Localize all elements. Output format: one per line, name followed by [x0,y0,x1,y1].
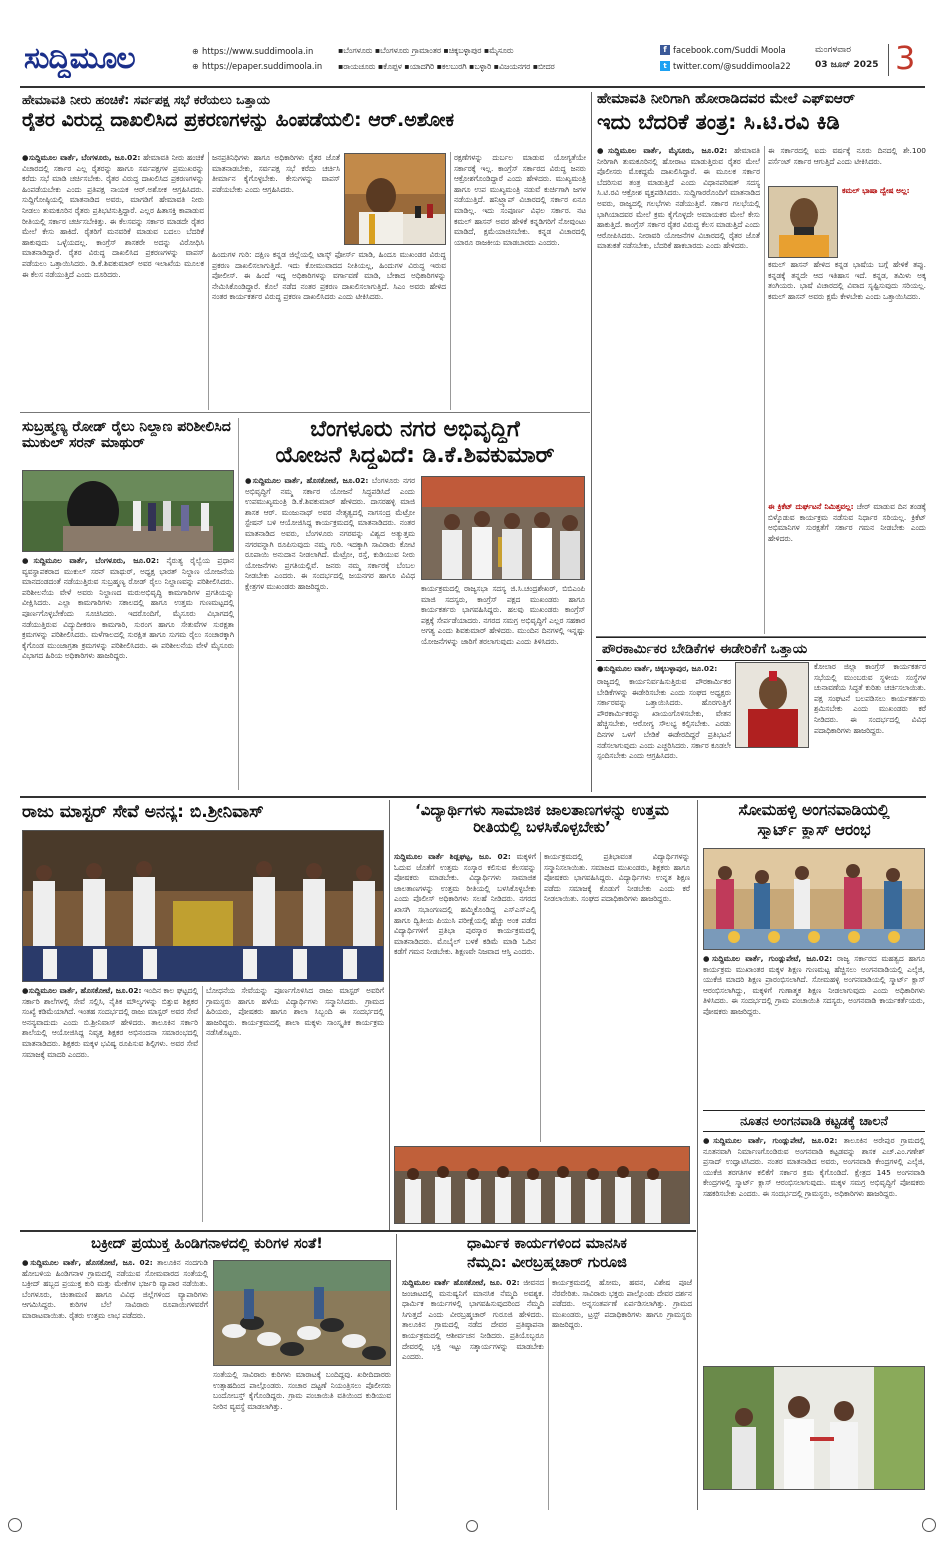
a12-col2: ಕಾರ್ಯಕ್ರಮದಲ್ಲಿ ಹೋಮ, ಹವನ, ವಿಶೇಷ ಪೂಜೆ ನೆರವೇರಿತು. ಸಾವಿರಾರು ಭಕ್ತರು ಪಾಲ್ಗೊಂಡು ದೇವರ ದರ್ಶನ ಪಡೆದರು. ಅನ್ನಸಂತರ್ಪಣೆ ಏರ್ಪಡಿಸಲಾಗಿತ್ತು. ಗ್ರಾಮದ ಮುಖಂಡರು, ಟ್ರಸ್ಟ್ ಪದಾಧಿಕಾರಿಗಳು ಹಾಗೂ ಗ್ರಾಮಸ್ಥರು ಹಾಜರಿದ್ದರು. [552,1278,692,1330]
a3-headline: ಸುಬ್ರಹ್ಮಣ್ಯ ರೋಡ್ ರೈಲು ನಿಲ್ದಾಣ ಪರಿಶೀಲಿಸಿದ ಮುಕುಲ್ ಸರನ್ ಮಾಥುರ್ [22,420,231,451]
a8-dateline: ಸುದ್ದಿಮೂಲ ವಾರ್ತೆ ಶಿಡ್ಲಘಟ್ಟ, ಜೂ. 02: [394,852,511,861]
column-divider [202,986,203,1222]
a9-headline1: ಸೋಮಹಳ್ಳಿ ಅಂಗನವಾಡಿಯಲ್ಲಿ [738,802,890,819]
column-divider [238,418,239,790]
anganwadi-smart-class-photo [703,848,925,950]
section-rule [20,1230,696,1232]
a11-dateline: ●ಸುದ್ದಿಮೂಲ ವಾರ್ತೆ, ಹೊಸಕೋಟೆ, ಜೂ. 02: [22,1258,153,1267]
students-felicitation-photo [394,1146,690,1224]
registration-mark [922,1518,936,1532]
a7-col1 [22,986,198,1222]
a2-dateline: ●ಸುದ್ದಿಮೂಲ ವಾರ್ತೆ, ಮೈಸೂರು, ಜೂ.02: [597,146,728,155]
pourakarmika-leader-photo [735,662,809,748]
sheep-market-photo [213,1260,391,1366]
a6-headline: ಪೌರಕಾರ್ಮಿಕರ ಬೇಡಿಕೆಗಳ ಈಡೇರಿಕೆಗೆ ಒತ್ತಾಯ [596,637,926,661]
a2-col2d [768,502,926,634]
column-divider [208,152,209,410]
a9-headline2: ಸ್ಮಾರ್ಟ್ ಕ್ಲಾಸ್ ಆರಂಭ [757,822,871,839]
twitter-icon: t [660,61,670,71]
a1-col1 [22,153,204,408]
a7-dateline: ●ಸುದ್ದಿಮೂಲ ವಾರ್ತೆ, ಹೊಸಕೋಟೆ, ಜೂ.02: [22,986,142,995]
a6-dateline-text: ●ಸುದ್ದಿಮೂಲ ವಾರ್ತೆ, ಚಿಕ್ಕಬಳ್ಳಾಪುರ, ಜೂ.02: [597,664,718,673]
a4-dateline: ●ಸುದ್ದಿಮೂಲ ವಾರ್ತೆ, ಹೊಸಕೋಟೆ, ಜೂ.02: [245,476,369,485]
dks-event-photo [421,476,585,580]
a4-col2: ಕಾರ್ಯಕ್ರಮದಲ್ಲಿ ರಾಜ್ಯಸಭಾ ಸದಸ್ಯ ಜಿ.ಸಿ.ಚಂದ್ರಶೇಖರ್, ಬಿಬಿಎಂಪಿ ಮಾಜಿ ಸದಸ್ಯರು, ಕಾಂಗ್ರೆಸ್ ಪಕ್ಷದ ಮುಖಂಡರು ಹಾಗೂ ಕಾರ್ಯಕರ್ತರು ಭಾಗವಹಿಸಿದ್ದರು. ಹಲವು ಮುಖಂಡರು ಕಾಂಗ್ರೆಸ್ ಪಕ್ಷಕ್ಕೆ ಸೇರ್ಪಡೆಯಾದರು. ನಗರದ ಸಮಗ್ರ ಅಭಿವೃದ್ಧಿಗೆ ಎಲ್ಲರ ಸಹಕಾರ ಅಗತ್ಯ ಎಂದು ಶಿವಕುಮಾರ್ ಹೇಳಿದರು. ಮುಂದಿನ ದಿನಗಳಲ್ಲಿ ಇನ್ನಷ್ಟು ಯೋಜನೆಗಳನ್ನು ಜಾರಿಗೆ ತರಲಾಗುವುದು ಎಂದು ತಿಳಿಸಿದರು. [421,584,585,646]
raju-master-felicitation-photo [22,830,384,982]
column-divider [540,852,541,1142]
globe-icon: ⊕ [192,62,199,71]
section-rule [20,796,926,798]
a7-text: ಇಂದಿನ ಕಾಲ ಘಟ್ಟದಲ್ಲಿ ಸರ್ಕಾರಿ ಶಾಲೆಗಳಲ್ಲಿ ಸೇವೆ ಸಲ್ಲಿಸಿ, ನೈತಿಕ ಮೌಲ್ಯಗಳನ್ನು ಬಿತ್ತುವ ಶಿಕ್ಷಕರ ಸಂಖ್ಯೆ ಕಡಿಮೆಯಾಗಿದೆ. ಇಂತಹ ಸಂದರ್ಭದಲ್ಲಿ ರಾಜು ಮಾಸ್ಟರ್ ಅವರ ಸೇವೆ ಅನನ್ಯವಾದುದು ಎಂದು ಬಿ.ಶ್ರೀನಿವಾಸ್ ಹೇಳಿದರು. ತಾಲೂಕಿನ ಸರ್ಕಾರಿ ಶಾಲೆಯಲ್ಲಿ ಆಯೋಜಿಸಿದ್ದ ನಿವೃತ್ತ ಶಿಕ್ಷಕರ ಅಭಿನಂದನಾ ಸಮಾರಂಭದಲ್ಲಿ ಮಾತನಾಡಿದರು. ಶಿಕ್ಷಕರು ಮಕ್ಕಳ ಭವಿಷ್ಯ ರೂಪಿಸುವ ಶಿಲ್ಪಿಗಳು. ಅವರ ಸೇವೆ ಸಮಾಜಕ್ಕೆ ಮಾದರಿ ಎಂದರು. [22,986,198,1059]
a1-col2b-text: ಹಿಂದುಗಳ ಗುರಿ: ದಕ್ಷಿಣ ಕನ್ನಡ ಜಿಲ್ಲೆಯಲ್ಲಿ ಟಾಸ್ಕ್ ಫೋರ್ಸ್ ಮಾಡಿ, ಹಿಂದೂ ಮುಖಂಡರ ವಿರುದ್ಧ ಪ್ರಕರಣ ದಾಖಲಿಸಲಾಗುತ್ತಿದೆ. ಇದು ಕೋಮುವಾದದ ನೀತಿಯಲ್ಲ, ಹಿಂದುಗಳ ವಿರುದ್ಧ ಇರುವ ಪೋಲೀಸ್. ಈ ಹಿಂದೆ ಇದ್ದ ಅಧಿಕಾರಿಗಳನ್ನು ವರ್ಗಾವಣೆ ಮಾಡಿ, ಬೇಕಾದ ಅಧಿಕಾರಿಗಳನ್ನು ನೇಮಿಸಿಕೊಂಡಿದ್ದಾರೆ. ಕೊಲೆ ನಡೆದ ನಂತರ ಪ್ರಕರಣ ದಾಖಲಿಸಲಾಗುತ್ತಿದೆ. ಸಿಎಂ ಅವರು ಹೇಳಿದ ನಂತರ ಕಾರ್ಯಕರ್ತರ ವಿರುದ್ಧ ಪ್ರಕರಣ ದಾಖಲಿಸಿದರು ಎಂದು ಟೀಕಿಸಿದರು. [212,250,446,302]
a2-subhead: ಕಮಲ್ ಭಾಷಾ ದ್ವೇಷ ಅಲ್ಲ: [842,186,910,195]
a3-text: ನೈರುತ್ಯ ರೈಲ್ವೆಯ ಪ್ರಧಾನ ವ್ಯವಸ್ಥಾಪಕರಾದ ಮುಕುಲ್ ಸರನ್ ಮಾಥುರ್, ಅಧ್ಯಕ್ಷ ಭಾರತ್ ನಿಲ್ದಾಣ ಯೋಜನೆಯ ಮಾನದಂಡದಂತೆ ನಡೆಯುತ್ತಿರುವ ಸುಬ್ರಹ್ಮಣ್ಯ ರೋಡ್ ರೈಲು ನಿಲ್ದಾಣವನ್ನು ಪರಿಶೀಲಿಸಿದರು. ಪರಿಶೀಲನೆಯ ವೇಳೆ ಅವರು ನಿಲ್ದಾಣದ ಮರುಅಭಿವೃದ್ಧಿ ಕಾಮಗಾರಿಗಳ ಪ್ರಗತಿಯನ್ನು ವೀಕ್ಷಿಸಿದರು. ಎಲ್ಲಾ ಕಾಮಗಾರಿಗಳು ಸಕಾಲದಲ್ಲಿ ಹಾಗೂ ಉತ್ತಮ ಗುಣಮಟ್ಟದಲ್ಲಿ ಪೂರ್ಣಗೊಳ್ಳಬೇಕೆಂದು ಸೂಚಿಸಿದರು. ಇದರೊಂದಿಗೆ, ಮೈಸೂರು ವಿಭಾಗದಲ್ಲಿ ನಡೆಯುತ್ತಿರುವ ವಿದ್ಯುದೀಕರಣ ಕಾಮಗಾರಿ, ಸುರಂಗ ಹಾಗೂ ಸೇತುವೆಗಳ ಸುರಕ್ಷತಾ ಕ್ರಮಗಳನ್ನು ಪರಿಶೀಲಿಸಿದರು. ಮಳೆಗಾಲದಲ್ಲಿ ಸುರಕ್ಷಿತ ಹಾಗೂ ಸುಗಮ ರೈಲು ಸಂಚಾರಕ್ಕಾಗಿ ಕೈಗೊಂಡ ಮುಂಜಾಗ್ರತಾ ಕ್ರಮಗಳನ್ನು ಪರಿಶೀಲಿಸಿದರು. ಈ ಪರಿಶೀಲನೆಯ ವೇಳೆ ಮೈಸೂರು ವಿಭಾಗದ ಹಿರಿಯ ಅಧಿಕಾರಿಗಳು ಹಾಜರಿದ್ದರು. [22,556,234,661]
a2-subhead2: ಈ ಕ್ರಿಕೆಟ್ ದುರ್ಘಟನೆ ನಿಮಿತ್ತವಲ್ಲ: [768,502,854,511]
a10-headline: ನೂತನ ಅಂಗನವಾಡಿ ಕಟ್ಟಡಕ್ಕೆ ಚಾಲನೆ [703,1110,925,1132]
a12-headline1: ಧಾರ್ಮಿಕ ಕಾರ್ಯಗಳಿಂದ ಮಾನಸಿಕ [467,1236,627,1252]
column-divider [548,1278,549,1510]
section-divider [396,1234,397,1510]
a11-col2: ಸಂತೆಯಲ್ಲಿ ಸಾವಿರಾರು ಕುರಿಗಳು ಮಾರಾಟಕ್ಕೆ ಬಂದಿದ್ದವು. ಖರೀದಿದಾರರು ಉತ್ಸಾಹದಿಂದ ಪಾಲ್ಗೊಂಡರು. ಸಂಚಾರ ದಟ್ಟಣೆ ನಿಯಂತ್ರಿಸಲು ಪೊಲೀಸರು ಬಂದೋಬಸ್ತ್ ಕೈಗೊಂಡಿದ್ದರು. ಗ್ರಾಮ ಪಂಚಾಯಿತಿ ವತಿಯಿಂದ ಕುಡಿಯುವ ನೀರಿನ ವ್ಯವಸ್ಥೆ ಮಾಡಲಾಗಿತ್ತು. [213,1370,391,1411]
website-link[interactable]: https://www.suddimoola.in [202,46,314,56]
a2-col2c: ಕಮಲ್ ಹಾಸನ್ ಹೇಳಿದ ಕನ್ನಡ ಭಾಷೆಯ ಬಗ್ಗೆ ಹೇಳಿಕೆ ತಪ್ಪು. ಕನ್ನಡಕ್ಕೆ ತನ್ನದೇ ಆದ ಇತಿಹಾಸ ಇದೆ. ಕನ್ನಡ, ತಮಿಳು ಅಕ್ಕ ತಂಗಿಯರು. ಭಾಷೆ ವಿಚಾರದಲ್ಲಿ ವಿವಾದ ಸೃಷ್ಟಿಸುವುದು ಸರಿಯಲ್ಲ. ಕಮಲ್ ಹಾಸನ್ ಅವರು ಕ್ಷಮೆ ಕೇಳಬೇಕು ಎಂದು ಒತ್ತಾಯಿಸಿದರು. [768,260,926,301]
a4-headline1: ಬೆಂಗಳೂರು ನಗರ ಅಭಿವೃದ್ಧಿಗೆ [310,418,520,442]
a12-text: ಜೀವನದ ಜಂಜಾಟದಲ್ಲಿ ಮನುಷ್ಯನಿಗೆ ಮಾನಸಿಕ ನೆಮ್ಮದಿ ಅವಶ್ಯಕ. ಧಾರ್ಮಿಕ ಕಾರ್ಯಗಳಲ್ಲಿ ಭಾಗವಹಿಸುವುದರಿಂದ ನೆಮ್ಮದಿ ಸಿಗುತ್ತದೆ ಎಂದು ವೀರಬ್ರಹ್ಮಚಾರ್ ಗುರೂಜಿ ಹೇಳಿದರು. ತಾಲೂಕಿನ ಗ್ರಾಮದಲ್ಲಿ ನಡೆದ ದೇವರ ಪ್ರತಿಷ್ಠಾಪನಾ ಕಾರ್ಯಕ್ರಮದಲ್ಲಿ ಆಶೀರ್ವಚನ ನೀಡಿದರು. ಪ್ರತಿಯೊಬ್ಬರೂ ದೇವರಲ್ಲಿ ಭಕ್ತಿ ಇಟ್ಟು ಸತ್ಕಾರ್ಯಗಳನ್ನು ಮಾಡಬೇಕು ಎಂದರು. [402,1278,544,1362]
registration-mark [8,1518,22,1532]
a1-headline: ರೈತರ ವಿರುದ್ಧ ದಾಖಲಿಸಿದ ಪ್ರಕರಣಗಳನ್ನು ಹಿಂಪಡೆಯಲಿ: ಆರ್.ಅಶೋಕ [22,110,455,131]
issue-day: ಮಂಗಳವಾರ [815,45,852,55]
a10-body [703,1136,925,1362]
section-rule [20,412,590,413]
a8-col1 [394,852,536,1142]
a11-text: ತಾಲೂಕಿನ ನಂದಗುಡಿ ಹೋಬಳಿಯ ಹಿಂಡಿಗನಾಳ ಗ್ರಾಮದಲ್ಲಿ ನಡೆಯುವ ಸೋಮವಾರದ ಸಂತೆಯಲ್ಲಿ ಬಕ್ರೀದ್ ಹಬ್ಬದ ಪ್ರಯುಕ್ತ ಕುರಿ ಮತ್ತು ಮೇಕೆಗಳ ಭರ್ಜರಿ ವ್ಯಾಪಾರ ನಡೆಯಿತು. ಬೆಂಗಳೂರು, ಚಿಂತಾಮಣಿ ಹಾಗೂ ವಿವಿಧ ಜಿಲ್ಲೆಗಳಿಂದ ವ್ಯಾಪಾರಿಗಳು ಆಗಮಿಸಿದ್ದರು. ಕುರಿಗಳ ಬೆಲೆ ಸಾವಿರಾರು ರೂಪಾಯಿಗಳವರೆಗೆ ಮಾರಾಟವಾಯಿತು. ರೈತರು ಉತ್ತಮ ಲಾಭ ಪಡೆದರು. [22,1258,208,1320]
masthead [0,0,945,88]
a1-dateline: ●ಸುದ್ದಿಮೂಲ ವಾರ್ತೆ, ಬೆಂಗಳೂರು, ಜೂ.02: [22,153,141,162]
a4-col1 [245,476,415,788]
section-divider [389,800,390,1230]
railway-tunnel-photo [22,470,234,552]
a8-text: ಮಕ್ಕಳಿಗೆ ಓದುವ ಜೊತೆಗೆ ಉತ್ತಮ ಸಂಸ್ಕಾರ ಕಲಿಸುವ ಕೆಲಸವನ್ನು ಪೋಷಕರು ಮಾಡಬೇಕು. ವಿದ್ಯಾರ್ಥಿಗಳು ಸಾಮಾಜಿಕ ಜಾಲತಾಣಗಳನ್ನು ಉತ್ತಮ ರೀತಿಯಲ್ಲಿ ಬಳಸಿಕೊಳ್ಳಬೇಕು ಎಂದು ಪೊಲೀಸ್ ಅಧಿಕಾರಿಗಳು ಸಲಹೆ ನೀಡಿದರು. ನಗರದ ಖಾಸಗಿ ಸಭಾಂಗಣದಲ್ಲಿ ಹಮ್ಮಿಕೊಂಡಿದ್ದ ಎಸ್ಎಸ್ಎಲ್ಸಿ ಹಾಗೂ ದ್ವಿತೀಯ ಪಿಯುಸಿ ಪರೀಕ್ಷೆಯಲ್ಲಿ ಹೆಚ್ಚು ಅಂಕ ಪಡೆದ ವಿದ್ಯಾರ್ಥಿಗಳಿಗೆ ಪ್ರತಿಭಾ ಪುರಸ್ಕಾರ ಕಾರ್ಯಕ್ರಮದಲ್ಲಿ ಮಾತನಾಡಿದರು. ಮೊಬೈಲ್ ಬಳಕೆ ಕಡಿಮೆ ಮಾಡಿ ಓದಿನ ಕಡೆಗೆ ಗಮನ ನೀಡಬೇಕು. ಶಿಕ್ಷಣವೇ ನಿಜವಾದ ಆಸ್ತಿ ಎಂದರು. [394,852,536,957]
page-number: 3 [895,40,916,76]
a12-col1 [402,1278,544,1510]
anganwadi-inauguration-photo [703,1366,925,1490]
a6-body: ರಾಜ್ಯದಲ್ಲಿ ಕಾರ್ಯನಿರ್ವಹಿಸುತ್ತಿರುವ ಪೌರಕಾರ್ಮಿಕರ ಬೇಡಿಕೆಗಳನ್ನು ಈಡೇರಿಸಬೇಕು ಎಂದು ಸಂಘದ ಅಧ್ಯಕ್ಷರು ಸರ್ಕಾರವನ್ನು ಒತ್ತಾಯಿಸಿದರು. ಹೊರಗುತ್ತಿಗೆ ಪೌರಕಾರ್ಮಿಕರನ್ನು ಖಾಯಂಗೊಳಿಸಬೇಕು, ವೇತನ ಹೆಚ್ಚಿಸಬೇಕು, ಆರೋಗ್ಯ ಸೌಲಭ್ಯ ಕಲ್ಪಿಸಬೇಕು. ಎರಡು ದಿನಗಳ ಒಳಗೆ ಬೇಡಿಕೆ ಈಡೇರದಿದ್ದರೆ ಪ್ರತಿಭಟನೆ ನಡೆಸಲಾಗುವುದು ಎಂದು ಎಚ್ಚರಿಸಿದರು. ಸರ್ಕಾರ ಕೂಡಲೇ ಸ್ಪಂದಿಸಬೇಕು ಎಂದು ಆಗ್ರಹಿಸಿದರು. [597,677,731,761]
a10-dateline: ●ಸುದ್ದಿಮೂಲ ವಾರ್ತೆ, ಗುಂಡ್ಲುಪೇಟೆ, ಜೂ.02: [703,1136,838,1145]
facebook-icon: f [660,45,670,55]
a1-col3: ರಕ್ಷಣೆಗಳನ್ನು ದುರ್ಬಲ ಮಾಡುವ ಯೋಗ್ಯತೆಯೇ ಸರ್ಕಾರಕ್ಕೆ ಇಲ್ಲ. ಕಾಂಗ್ರೆಸ್ ಸರ್ಕಾರದ ವಿರುದ್ಧ ಜನರು ಆಕ್ರೋಶಗೊಂಡಿದ್ದಾರೆ ಎಂದು ಹೇಳಿದರು. ಮುಖ್ಯಮಂತ್ರಿ ಹಾಗೂ ಉಪ ಮುಖ್ಯಮಂತ್ರಿ ನಡುವೆ ಕುರ್ಚಿಗಾಗಿ ಜಗಳ ನಡೆಯುತ್ತಿದೆ. ಹನಿಟ್ರ್ಯಾಪ್ ವಿಚಾರದಲ್ಲಿ ಸರ್ಕಾರ ಏನೂ ಮಾಡಿಲ್ಲ. ಇದು ಸಂಪೂರ್ಣ ವಿಫಲ ಸರ್ಕಾರ. ನಟ ಕಮಲ್ ಹಾಸನ್ ಅವರ ಹೇಳಿಕೆ ಕನ್ನಡಿಗರಿಗೆ ನೋವುಂಟು ಮಾಡಿದೆ, ಕ್ಷಮೆಯಾಚಿಸಬೇಕು. ಕನ್ನಡ ವಿಚಾರದಲ್ಲಿ ಯಾರೂ ರಾಜಕೀಯ ಮಾಡಬಾರದು ಎಂದರು. [454,153,586,247]
column-divider [764,146,765,634]
a7-col2: ಬೋಧನೆಯ ಸೇವೆಯನ್ನು ಪೂರ್ಣಗೊಳಿಸಿದ ರಾಜು ಮಾಸ್ಟರ್ ಅವರಿಗೆ ಗ್ರಾಮಸ್ಥರು ಹಾಗೂ ಹಳೆಯ ವಿದ್ಯಾರ್ಥಿಗಳು ಸನ್ಮಾನಿಸಿದರು. ಗ್ರಾಮದ ಹಿರಿಯರು, ಪೋಷಕರು ಹಾಗೂ ಶಾಲಾ ಸಿಬ್ಬಂದಿ ಈ ಸಂದರ್ಭದಲ್ಲಿ ಹಾಜರಿದ್ದರು. ಕಾರ್ಯಕ್ರಮದಲ್ಲಿ ಶಾಲಾ ಮಕ್ಕಳು ಸಾಂಸ್ಕೃತಿಕ ಕಾರ್ಯಕ್ರಮ ನಡೆಸಿಕೊಟ್ಟರು. [206,986,384,1038]
edition-places-row1: ▪ಬೆಂಗಳೂರು ▪ಬೆಂಗಳೂರು ಗ್ರಾಮಾಂತರ ▪ಚಿಕ್ಕಬಳ್ಳಾಪುರ ▪ಮೈಸೂರು [338,46,514,55]
section-divider [591,92,592,792]
a8-headline: ‘ವಿದ್ಯಾರ್ಥಿಗಳು ಸಾಮಾಜಿಕ ಜಾಲತಾಣಗಳನ್ನು ಉತ್ತಮ ರೀತಿಯಲ್ಲಿ ಬಳಸಿಕೊಳ್ಳಬೇಕು’ [415,802,669,836]
a8-col2: ಕಾರ್ಯಕ್ರಮದಲ್ಲಿ ಪ್ರತಿಭಾವಂತ ವಿದ್ಯಾರ್ಥಿಗಳನ್ನು ಸನ್ಮಾನಿಸಲಾಯಿತು. ಸಮಾಜದ ಮುಖಂಡರು, ಶಿಕ್ಷಕರು ಹಾಗೂ ಪೋಷಕರು ಭಾಗವಹಿಸಿದ್ದರು. ವಿದ್ಯಾರ್ಥಿಗಳು ಉನ್ನತ ಶಿಕ್ಷಣ ಪಡೆದು ಸಮಾಜಕ್ಕೆ ಕೊಡುಗೆ ನೀಡಬೇಕು ಎಂದು ಕರೆ ನೀಡಲಾಯಿತು. ಸಂಘದ ಪದಾಧಿಕಾರಿಗಳು ಹಾಜರಿದ್ದರು. [544,852,690,904]
ctravi-photo [768,186,838,258]
page-number-divider [888,44,889,76]
a9-text: ರಾಜ್ಯ ಸರ್ಕಾರದ ಮಹತ್ವದ ಹಾಗೂ ಕಾರ್ಯಕ್ರಮ ಮುಖಾಂತರ ಮಕ್ಕಳ ಶಿಕ್ಷಣ ಗುಣಮಟ್ಟ ಹೆಚ್ಚಿಸಲು ಅಂಗನವಾಡಿಯಲ್ಲಿ ಎಲ್ಕೆಜಿ, ಯುಕೆಜಿ ಮಾದರಿ ಶಿಕ್ಷಣ ಪ್ರಾರಂಭಿಸಲಾಗಿದೆ. ಸೋಮಹಳ್ಳಿ ಅಂಗನವಾಡಿಯಲ್ಲಿ ಸ್ಮಾರ್ಟ್ ಕ್ಲಾಸ್ ಆರಂಭಿಸಲಾಗಿದ್ದು, ಮಕ್ಕಳಿಗೆ ಗುಣಾತ್ಮಕ ಶಿಕ್ಷಣ ನೀಡಲಾಗುವುದು ಎಂದು ಅಧಿಕಾರಿಗಳು ತಿಳಿಸಿದರು. ಈ ಸಂದರ್ಭದಲ್ಲಿ ಗ್ರಾಮ ಪಂಚಾಯಿತಿ ಸದಸ್ಯರು, ಅಂಗನವಾಡಿ ಕಾರ್ಯಕರ್ತೆಯರು, ಪೋಷಕರು ಹಾಜರಿದ್ದರು. [703,954,925,1016]
section-divider [697,800,698,1510]
a2-headline2: ಇದು ಬೆದರಿಕೆ ತಂತ್ರ: ಸಿ.ಟಿ.ರವಿ ಕಿಡಿ [597,111,840,134]
masthead-logo: ಸುದ್ದಿಮೂಲ [24,41,135,76]
a10-text: ತಾಲೂಕಿನ ಅರೇಪುರ ಗ್ರಾಮದಲ್ಲಿ ನೂತನವಾಗಿ ನಿರ್ಮಾಣಗೊಂಡಿರುವ ಅಂಗನವಾಡಿ ಕಟ್ಟಡವನ್ನು ಶಾಸಕ ಎಚ್.ಎಂ.ಗಣೇಶ್ ಪ್ರಸಾದ್ ಉದ್ಘಾಟಿಸಿದರು. ನಂತರ ಮಾತನಾಡಿದ ಅವರು, ಅಂಗನವಾಡಿ ಕೇಂದ್ರಗಳಲ್ಲಿ ಎಲ್ಕೆಜಿ, ಯುಕೆಜಿ ತರಗತಿಗಳ ಕಲಿಕೆಗೆ ಸರ್ಕಾರ ಕ್ರಮ ಕೈಗೊಂಡಿದೆ. ಕ್ಷೇತ್ರದ 145 ಅಂಗನವಾಡಿ ಕೇಂದ್ರಗಳಲ್ಲಿ ಸ್ಮಾರ್ಟ್ ಕ್ಲಾಸ್ ಆರಂಭಿಸಲಾಗುವುದು. ಮಕ್ಕಳ ಸಮಗ್ರ ಅಭಿವೃದ್ಧಿಗೆ ಪೋಷಕರು ಸಹಕರಿಸಬೇಕು ಎಂದರು. ಈ ಸಂದರ್ಭದಲ್ಲಿ ಗ್ರಾಮಸ್ಥರು, ಅಧಿಕಾರಿಗಳು ಹಾಜರಿದ್ದರು. [703,1136,925,1198]
a1-col2b [212,250,446,408]
a12-headline2: ನೆಮ್ಮದಿ: ವೀರಬ್ರಹ್ಮಚಾರ್ ಗುರೂಜಿ [467,1255,627,1271]
masthead-rule [20,86,925,88]
a1-col2a: ಜನಪ್ರತಿನಿಧಿಗಳು ಹಾಗೂ ಅಧಿಕಾರಿಗಳು ರೈತರ ಜೊತೆ ಮಾತನಾಡಬೇಕು, ಸರ್ವಪಕ್ಷ ಸಭೆ ಕರೆದು ಚರ್ಚಿಸಿ ತೀರ್ಮಾನ ಕೈಗೊಳ್ಳಬೇಕು. ಕೇಸುಗಳನ್ನು ವಾಪಸ್ ಪಡೆಯಬೇಕು ಎಂದು ಆಗ್ರಹಿಸಿದರು. [212,153,340,194]
edition-places-row2: ▪ರಾಯಚೂರು ▪ಕೊಪ್ಪಳ ▪ಯಾದಗಿರಿ ▪ಕಲಬುರಗಿ ▪ಬಳ್ಳಾರಿ ▪ವಿಜಯನಗರ ▪ಬೀದರ [338,62,555,71]
epaper-link[interactable]: https://epaper.suddimoola.in [202,61,323,71]
a11-col1 [22,1258,208,1510]
registration-mark [466,1520,478,1532]
a7-headline: ರಾಜು ಮಾಸ್ಟರ್ ಸೇವೆ ಅನನ್ಯ: ಬಿ.ಶ್ರೀನಿವಾಸ್ [22,803,264,822]
issue-date: 03 ಜೂನ್ 2025 [815,60,879,70]
a2-col1 [597,146,760,634]
a4-headline2: ಯೋಜನೆ ಸಿದ್ಧವಿದೆ: ಡಿ.ಕೆ.ಶಿವಕುಮಾರ್ [275,444,555,468]
facebook-link[interactable]: facebook.com/Suddi Moola [673,45,786,55]
a2-body: ಹೇಮಾವತಿ ನೀರಿಗಾಗಿ ತುಮಕೂರಿನಲ್ಲಿ ಹೋರಾಟ ಮಾಡುತ್ತಿರುವ ರೈತರ ಮೇಲೆ ಪೊಲೀಸರು ಮೊಕದ್ದಮೆ ದಾಖಲಿಸಿದ್ದಾರೆ. ಈ ಮೂಲಕ ಸರ್ಕಾರ ಬೆದರಿಸುವ ತಂತ್ರ ಮಾಡುತ್ತಿದೆ ಎಂದು ವಿಧಾನಪರಿಷತ್ ಸದಸ್ಯ ಸಿ.ಟಿ.ರವಿ ಆಕ್ರೋಶ ವ್ಯಕ್ತಪಡಿಸಿದರು. ಸುದ್ದಿಗಾರರೊಂದಿಗೆ ಮಾತನಾಡಿದ ಅವರು, ರಾಜ್ಯದಲ್ಲಿ ಗಲಭೆಗಳು ನಡೆಯುತ್ತಿವೆ. ಸರ್ಕಾರ ಗಲಭೆಯಲ್ಲಿ ಭಾಗಿಯಾದವರ ಮೇಲೆ ಕ್ರಮ ಕೈಗೊಳ್ಳದೇ ಅಮಾಯಕರ ಮೇಲೆ ಕೇಸು ಹಾಕುತ್ತಿದೆ. ಕಾಂಗ್ರೆಸ್ ಸರ್ಕಾರ ರೈತರ ವಿರುದ್ಧ ಕೆಲಸ ಮಾಡುತ್ತಿದೆ ಎಂದು ಆರೋಪಿಸಿದರು. ನೀರಾವರಿ ಯೋಜನೆಗಳ ವಿಚಾರದಲ್ಲಿ ರೈತರ ಜೊತೆ ಮಾತುಕತೆ ನಡೆಸಬೇಕು, ಬೆದರಿಕೆ ಹಾಕಬಾರದು ಎಂದು ಹೇಳಿದರು. [597,146,760,251]
a9-body [703,954,925,1106]
a2-col2d-text: ಚೇರ್ ಮಾಡುವ ದಿನ ತಂಡಕ್ಕೆ ಬಿಳ್ಕೊಡುವ ಕಾರ್ಯಕ್ರಮ ನಡೆಸುವ ನಿರ್ಧಾರ ಸರಿಯಲ್ಲ. ಕ್ರಿಕೆಟ್ ಅಭಿಮಾನಿಗಳ ಸುರಕ್ಷತೆಗೆ ಸರ್ಕಾರ ಗಮನ ನೀಡಬೇಕು ಎಂದು ಹೇಳಿದರು. [768,502,926,543]
globe-icon: ⊕ [192,47,199,56]
a1-body: ಹೇಮಾವತಿ ನೀರು ಹಂಚಿಕೆ ವಿಚಾರದಲ್ಲಿ ಸರ್ಕಾರ ಎಲ್ಲ ರೈತರನ್ನು ಹಾಗೂ ಸರ್ವಪಕ್ಷಗಳ ಪ್ರಮುಖರನ್ನು ಕರೆದು ಸಭೆ ಮಾಡಿ ಚರ್ಚಿಸಬೇಕು. ರೈತರ ವಿರುದ್ಧ ದಾಖಲಿಸಿದ ಪ್ರಕರಣಗಳನ್ನು ಹಿಂಪಡೆಯಬೇಕು ಎಂದು ಪ್ರತಿಪಕ್ಷ ನಾಯಕ ಆರ್.ಅಶೋಕ ಆಗ್ರಹಿಸಿದರು. ಸುದ್ದಿಗೋಷ್ಠಿಯಲ್ಲಿ ಮಾತನಾಡಿದ ಅವರು, ಮಾಗಡಿಗೆ ಹೇಮಾವತಿ ನೀರು ನೀಡಲು ತುಮಕೂರಿನ ರೈತರು ಪ್ರತಿಭಟಿಸುತ್ತಿದ್ದಾರೆ. ಎಲ್ಲರ ಹಿತಾಸಕ್ತಿ ಕಾಪಾಡುವ ರೀತಿಯಲ್ಲಿ ಸರ್ಕಾರ ಚರ್ಚಿಸಬೇಕಿತ್ತು. ಈ ಕೆಲಸವನ್ನು ಸರ್ಕಾರ ಮಾಡದೇ ರೈತರ ಮೇಲೆ ಕೇಸು ಹಾಕಿದೆ. ರೈತರಿಗೆ ಮನವರಿಕೆ ಮಾಡುವ ಬದಲು ಬೆದರಿಕೆ ಹಾಕುವುದು ಒಳ್ಳೆಯದಲ್ಲ. ಕಾಂಗ್ರೆಸ್ ಶಾಸಕರೇ ಅದನ್ನು ವಿರೋಧಿಸಿ ಮಾತನಾಡಿದ್ದಾರೆ. ರೈತರ ವಿರುದ್ಧ ದಾಖಲಿಸಿದ ಪ್ರಕರಣಗಳನ್ನು ವಾಪಸ್ ಪಡೆಯಲು ಒತ್ತಾಯಿಸಿದರು. ಡಿ.ಕೆ.ಶಿವಕುಮಾರ್ ಅವರ ಇಲಾಖೆಯ ಮೂಲಕ ಈ ಕೆಲಸ ನಡೆಯುತ್ತಿದೆ ಎಂದು ದೂರಿದರು. [22,153,204,279]
a3-body [22,556,234,790]
a2-col2a: ಈ ಸರ್ಕಾರದಲ್ಲಿ ಐದು ವರ್ಷಕ್ಕೆ ನೂರು ದಿನದಲ್ಲಿ ಶೇ.100 ಪರ್ಸೆಂಟ್ ಸರ್ಕಾರ ಆಗುತ್ತಿದೆ ಎಂದು ಟೀಕಿಸಿದರು. [768,146,926,166]
a12-dateline: ಸುದ್ದಿಮೂಲ ವಾರ್ತೆ ಹೊಸಕೋಟೆ, ಜೂ. 02: [402,1278,520,1287]
column-divider [450,152,451,410]
a3-dateline: ●ಸುದ್ದಿಮೂಲ ವಾರ್ತೆ, ಬೆಂಗಳೂರು, ಜೂ.02: [22,556,160,565]
a6-body2: ಕೋಲಾರ ಜಿಲ್ಲಾ ಕಾಂಗ್ರೆಸ್ ಕಾರ್ಯಕರ್ತರ ಸಭೆಯಲ್ಲಿ ಮುಂಬರುವ ಸ್ಥಳೀಯ ಸಂಸ್ಥೆಗಳ ಚುನಾವಣೆಯ ಸಿದ್ಧತೆ ಕುರಿತು ಚರ್ಚಿಸಲಾಯಿತು. ಪಕ್ಷ ಸಂಘಟನೆ ಬಲಪಡಿಸಲು ಕಾರ್ಯಕರ್ತರು ಶ್ರಮಿಸಬೇಕು ಎಂದು ಮುಖಂಡರು ಕರೆ ನೀಡಿದರು. ಈ ಸಂದರ್ಭದಲ್ಲಿ ವಿವಿಧ ಪದಾಧಿಕಾರಿಗಳು ಹಾಜರಿದ್ದರು. [814,662,926,735]
a9-dateline: ●ಸುದ್ದಿಮೂಲ ವಾರ್ತೆ, ಗುಂಡ್ಲುಪೇಟೆ, ಜೂ.02: [703,954,833,963]
a1-kicker: ಹೇಮಾವತಿ ನೀರು ಹಂಚಿಕೆ: ಸರ್ವಪಕ್ಷ ಸಭೆ ಕರೆಯಲು ಒತ್ತಾಯ [22,92,270,107]
a2-col2b [842,186,926,258]
a11-headline: ಬಕ್ರೀದ್ ಪ್ರಯುಕ್ತ ಹಿಂಡಿಗನಾಳದಲ್ಲಿ ಕುರಿಗಳ ಸಂತೆ! [91,1236,323,1252]
a4-text: ಬೆಂಗಳೂರು ನಗರ ಅಭಿವೃದ್ಧಿಗೆ ನಮ್ಮ ಸರ್ಕಾರ ಯೋಜನೆ ಸಿದ್ಧಪಡಿಸಿದೆ ಎಂದು ಉಪಮುಖ್ಯಮಂತ್ರಿ ಡಿ.ಕೆ.ಶಿವಕುಮಾರ್ ಹೇಳಿದರು. ದಾಸರಹಳ್ಳಿ ಮಾಜಿ ಶಾಸಕ ಆರ್. ಮಂಜುನಾಥ್ ಅವರ ನೇತೃತ್ವದಲ್ಲಿ ನಾಗಸಂದ್ರ ಮೆಟ್ರೋ ಸ್ಟೇಷನ್ ಬಳಿ ಆಯೋಜಿಸಿದ್ದ ಕಾರ್ಯಕ್ರಮದಲ್ಲಿ ಮಾತನಾಡಿದರು. ನಂತರ ಮಾತನಾಡಿದ ಅವರು, ಬೆಂಗಳೂರು ನಗರವನ್ನು ವಿಶ್ವದ ಅತ್ಯುತ್ತಮ ನಗರವನ್ನಾಗಿ ರೂಪಿಸುವುದು ನಮ್ಮ ಗುರಿ. ಇದಕ್ಕಾಗಿ ಸಾವಿರಾರು ಕೋಟಿ ರೂಪಾಯಿ ಅನುದಾನ ನೀಡಲಾಗಿದೆ. ಮೆಟ್ರೋ, ರಸ್ತೆ, ಕುಡಿಯುವ ನೀರು ಯೋಜನೆಗಳು ಪ್ರಗತಿಯಲ್ಲಿವೆ. ಜನರು ನಮ್ಮ ಸರ್ಕಾರಕ್ಕೆ ಬೆಂಬಲ ನೀಡಬೇಕು ಎಂದರು. ಈ ಸಂದರ್ಭದಲ್ಲಿ ಜಯನಗರ ಹಾಗೂ ವಿವಿಧ ಕ್ಷೇತ್ರಗಳ ಮುಖಂಡರು ಹಾಜರಿದ್ದರು. [245,476,415,591]
twitter-link[interactable]: twitter.com/@suddimoola22 [673,61,791,71]
a2-headline1: ಹೇಮಾವತಿ ನೀರಿಗಾಗಿ ಹೋರಾಡಿದವರ ಮೇಲೆ ಎಫ್ಐಆರ್ [597,92,855,107]
ashoka-photo [344,153,446,245]
